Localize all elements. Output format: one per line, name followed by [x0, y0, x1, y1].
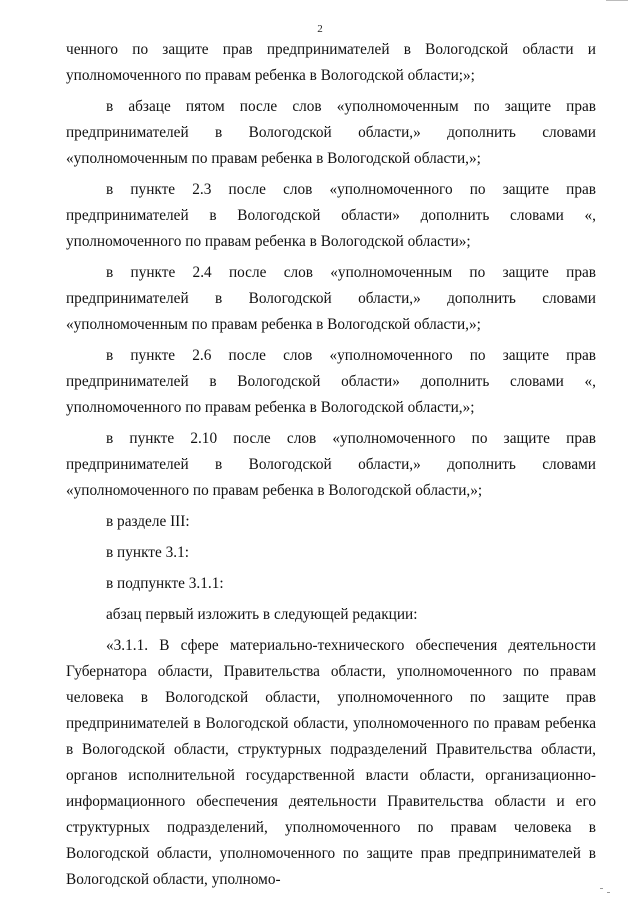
paragraph-continuation: ченного по защите прав предпринимателей в Вологодской области и уполномоченного по правам ребенка в Вологодской области;»;: [66, 41, 596, 84]
paragraph-amendment-punkt-2-10: в пункте 2.10 после слов «уполномоченного по защите прав предпринимателей в Вологодской области,» дополнить словами «уполномоченного по правам ребенка в Вологодской области,»;: [66, 430, 596, 499]
scan-bottom-mark: [600, 885, 614, 895]
paragraph-section-3: в разделе III:: [106, 513, 190, 530]
paragraph-amendment-punkt-2-4: в пункте 2.4 после слов «уполномоченным по защите прав предпринимателей в Вологодской области,» дополнить словами «уполномоченным по правам ребенка в Вологодской области,»;: [66, 264, 596, 333]
paragraph-amendment-punkt-2-3: в пункте 2.3 после слов «уполномоченного по защите прав предпринимателей в Вологодской области» дополнить словами «, уполномоченного по правам ребенка в Вологодской области»;: [66, 181, 596, 250]
paragraph-amendment-punkt-2-6: в пункте 2.6 после слов «уполномоченного по защите прав предпринимателей в Вологодской области» дополнить словами «, уполномоченного по правам ребенка в Вологодской области,»;: [66, 347, 596, 416]
scan-corner-mark: [606, 0, 628, 7]
paragraph-new-wording-3-1-1: «3.1.1. В сфере материально-технического обеспечения деятельности Губернатора области, Правительства области, уполномоченного по правам человека в Вологодской области, уполномоченного по защите прав предпринимателей в Вологодской области, уполномоченного по правам ребенка в Вологодской области, структурных подразделений Правительства области, органов исполнительной государственной власти области, организационно-информационного обеспечения деятельности Правительства области и его структурных подразделений, уполномоченного по правам человека в Вологодской области, уполномоченного по защите прав предпринимателей в Вологодской области, уполномо-: [66, 637, 596, 888]
paragraph-amendment-abzats-5: в абзаце пятом после слов «уполномоченным по защите прав предпринимателей в Вологодской области,» дополнить словами «уполномоченным по правам ребенка в Вологодской области,»;: [66, 98, 596, 167]
paragraph-podpunkt-3-1-1: в подпункте 3.1.1:: [106, 575, 224, 592]
document-body: [66, 37, 596, 898]
page-number: 2: [317, 23, 323, 35]
paragraph-punkt-3-1: в пункте 3.1:: [106, 544, 189, 561]
paragraph-new-wording-intro: абзац первый изложить в следующей редакции:: [106, 606, 418, 623]
